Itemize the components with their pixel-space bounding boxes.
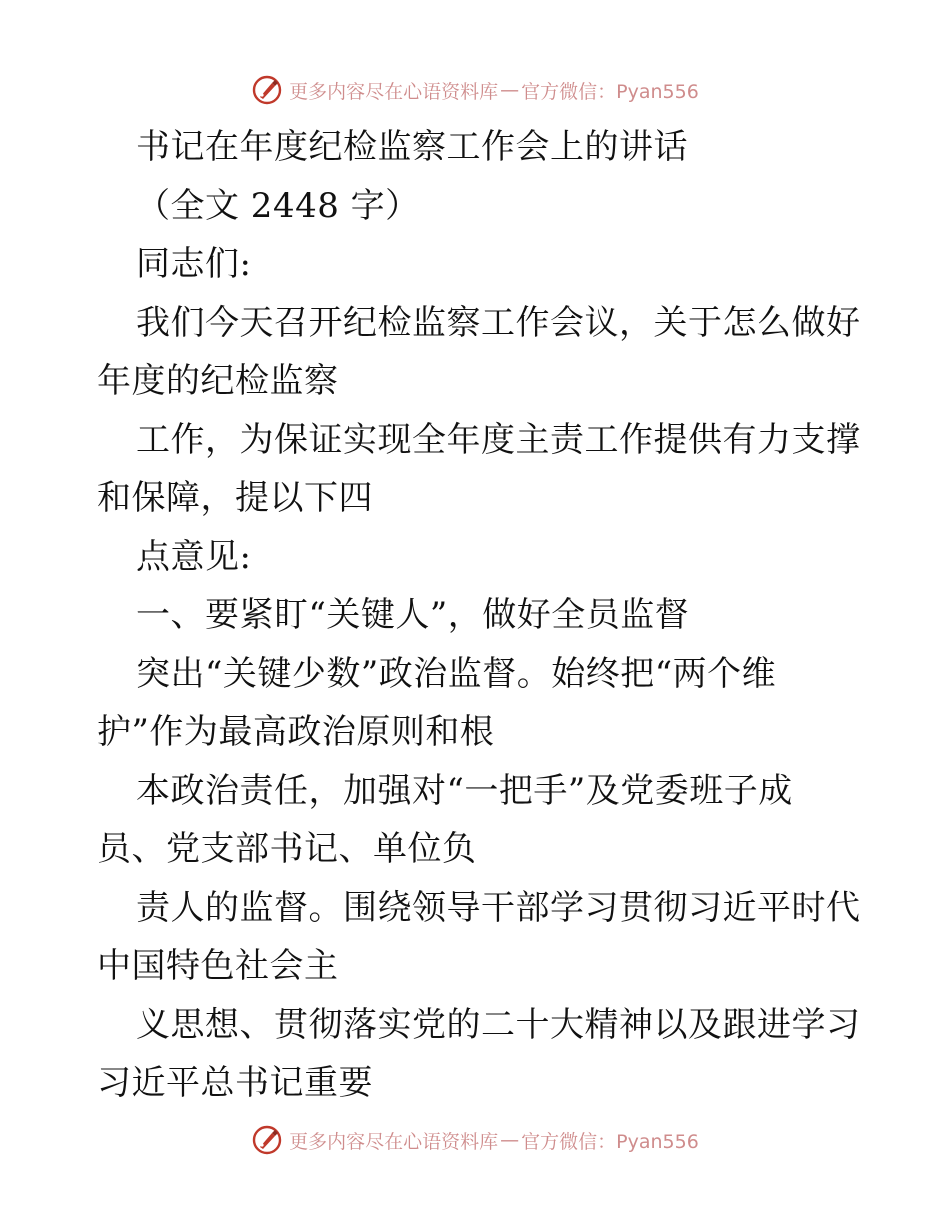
document-line: （全文 2448 字）: [136, 185, 420, 226]
pen-logo-icon: [251, 1124, 283, 1156]
document-line: 本政治责任，加强对“一把手”及党委班子成: [136, 770, 793, 811]
banner-wechat: 官方微信：Pyan556: [521, 1130, 699, 1153]
footer-banner: [0, 1120, 950, 1160]
document-line: 义思想、贯彻落实党的二十大精神以及跟进学习: [136, 1004, 861, 1045]
header-banner: [0, 70, 950, 110]
document-line: 护”作为最高政治原则和根: [97, 712, 495, 752]
banner-dash: —: [500, 1129, 520, 1151]
document-body: [97, 118, 861, 1113]
document-line: 书记在年度纪检监察工作会上的讲话: [136, 127, 688, 167]
pen-logo-icon: [251, 74, 283, 106]
document-line: 一、要紧盯“关键人”，做好全员监督: [136, 595, 690, 635]
document-line: 习近平总书记重要: [97, 1063, 373, 1103]
banner-dash: —: [500, 79, 520, 101]
document-line: 员、党支部书记、单位负: [97, 829, 477, 869]
document-line: 年度的纪检监察: [97, 361, 339, 401]
document-line: 责人的监督。围绕领导干部学习贯彻习近平时代: [136, 887, 861, 928]
document-line: 中国特色社会主: [97, 946, 339, 986]
banner-text: 更多内容尽在心语资料库: [289, 80, 499, 103]
banner-wechat: 官方微信：Pyan556: [521, 80, 699, 103]
document-line: 和保障，提以下四: [97, 478, 373, 518]
document-line: 突出“关键少数”政治监督。始终把“两个维: [136, 653, 777, 694]
document-line: 工作，为保证实现全年度主责工作提供有力支撑: [136, 419, 861, 460]
document-line: 我们今天召开纪检监察工作会议，关于怎么做好: [136, 302, 861, 343]
document-line: 同志们:: [136, 244, 252, 284]
document-line: 点意见:: [136, 536, 252, 577]
banner-text: 更多内容尽在心语资料库: [289, 1130, 499, 1153]
